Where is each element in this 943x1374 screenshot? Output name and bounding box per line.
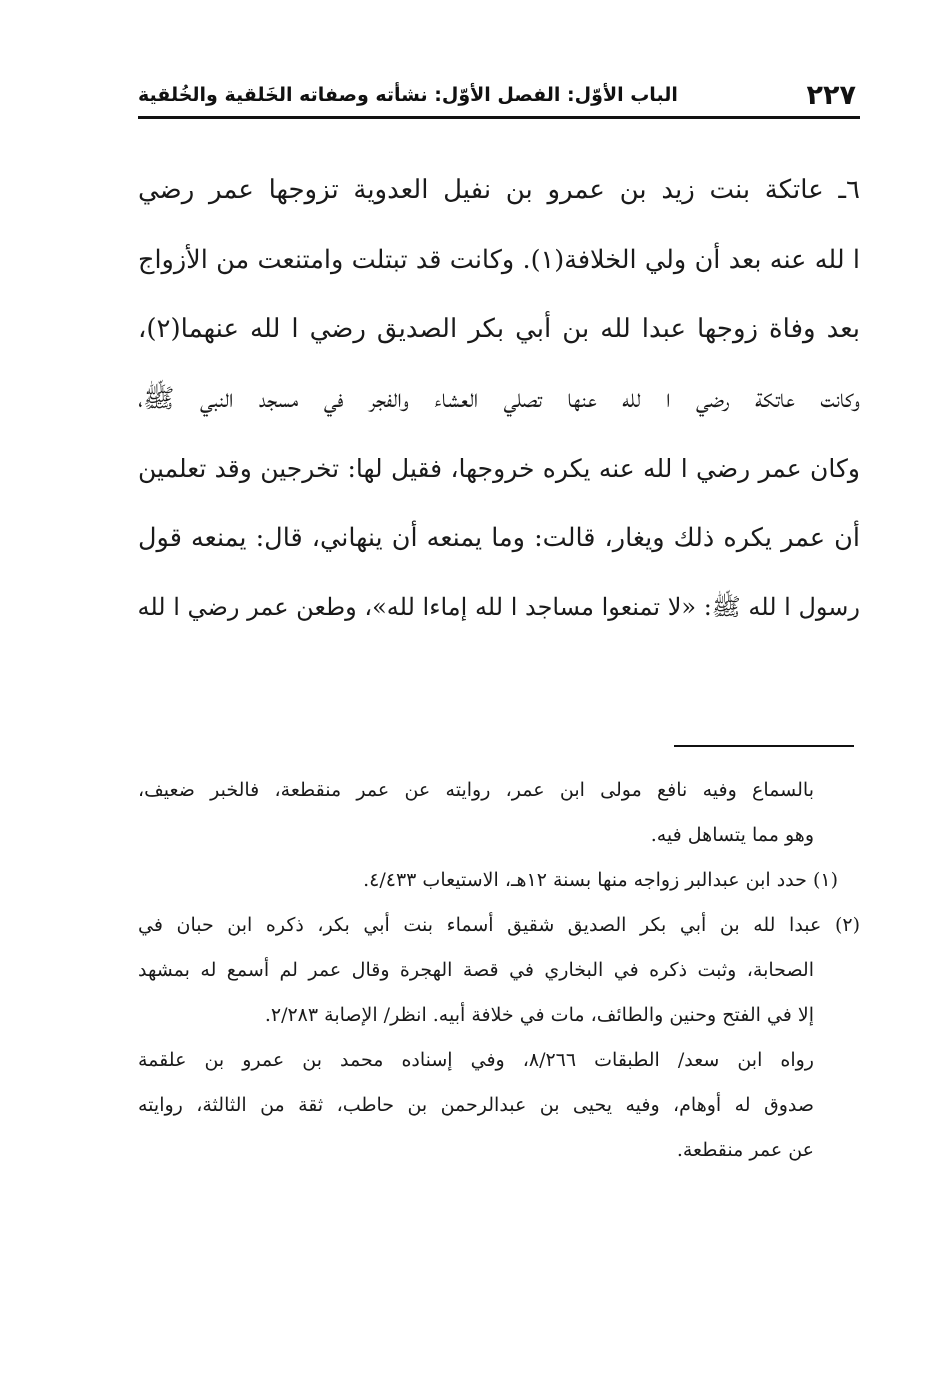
footnote-continuation-line: بالسماع وفيه نافع مولى ابن عمر، روايته عن عمر منقطعة، فالخبر ضعيف، (138, 779, 814, 801)
footnote-2-line: الصحابة، وثبت ذكره في البخاري في قصة الهجرة وقال عمر لم أسمع له بمشهد (138, 959, 814, 981)
header-rule (138, 116, 860, 119)
main-text-line: أن عمر يكره ذلك ويغار، قالت: وما يمنعه أن ينهاني، قال: يمنعه قول (138, 522, 860, 553)
main-text-line: وكان عمر رضي ا لله عنه يكره خروجها، فقيل لها: تخرجين وقد تعلمين (138, 454, 860, 483)
footnote-1: (١) حدد ابن عبدالبر زواجه منها بسنة ١٢هـ، الاستيعاب ٤/٤٣٣. (363, 869, 838, 891)
main-text-line: وكانت عاتكة رضي ا لله عنها تصلي العشاء والفجر في مسجد النبي ﷺ، (138, 383, 860, 414)
main-text (138, 156, 860, 643)
main-text-line: ٦ـ عاتكة بنت زيد بن عمرو بن نفيل العدوية تزوجها عمر رضي (138, 175, 860, 205)
footnote-3-line: صدوق له أوهام، وفيه يحيى بن عبدالرحمن بن حاطب، ثقة من الثالثة، روايته (138, 1094, 814, 1116)
footnote-3-line: رواه ابن سعد/ الطبقات ٨/٢٦٦، وفي إسناده محمد بن عمرو بن علقمة (138, 1049, 814, 1071)
footnote-separator (674, 745, 854, 747)
main-text-line: ا لله عنه بعد أن ولي الخلافة(١). وكانت قد تبتلت وامتنعت من الأزواج (138, 244, 860, 275)
footnotes (138, 768, 860, 1173)
footnote-continuation-line: وهو مما يتساهل فيه. (650, 824, 814, 846)
footnote-3-line: عن عمر منقطعة. (676, 1139, 814, 1161)
footnote-2-line: (٢) عبدا لله بن أبي بكر الصديق شقيق أسماء بنت أبي بكر، ذكره ابن حبان في (138, 914, 860, 936)
page-header (138, 78, 860, 114)
page-number: ٢٢٧ (806, 80, 856, 111)
main-text-line: رسول ا لله ﷺ: «لا تمنعوا مساجد ا لله إماءا لله»، وطعن عمر رضي ا لله (137, 593, 860, 621)
running-title: الباب الأوّل: الفصل الأوّل: نشأته وصفاته الخَلقية والخُلقية (138, 84, 678, 106)
footnote-2-line: إلا في الفتح وحنين والطائف، مات في خلافة أبيه. انظر/ الإصابة ٢/٢٨٣. (264, 1004, 814, 1026)
main-text-line: بعد وفاة زوجها عبدا لله بن أبي بكر الصديق رضي ا لله عنهما(٢)، (138, 314, 860, 344)
